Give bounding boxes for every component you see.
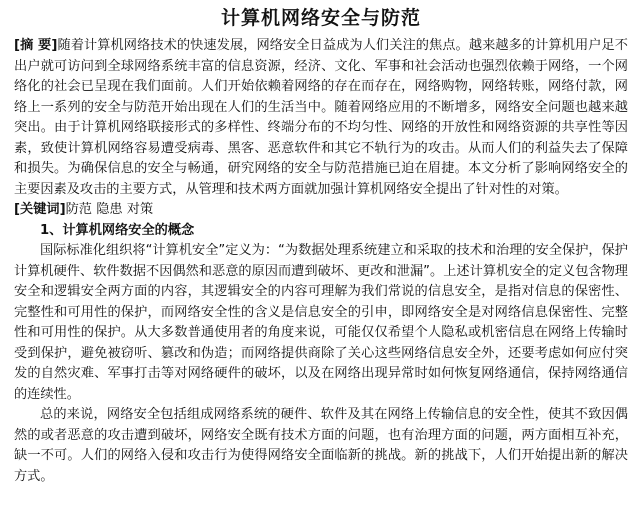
keywords-line xyxy=(14,200,628,221)
section-paragraph: 总的来说，网络安全包括组成网络系统的硬件、软件及其在网络上传输信息的安全性，使其不致因偶然的或者恶意的攻击遭到破坏，网络安全既有技术方面的问题，也有治理方面的问题，两方面相互补充，缺一不可。人们的网络入侵和攻击行为使得网络安全面临新的挑战。新的挑战下，人们开始提出新的解决方式。 xyxy=(14,407,628,484)
document-title: 计算机网络安全与防范 xyxy=(220,7,421,29)
abstract-text: 随着计算机网络技术的快速发展，网络安全日益成为人们关注的焦点。越来越多的计算机用户足不出户就可访问到全球网络系统丰富的信息资源，经济、文化、军事和社会活动也强烈依赖于网络，一个网络化的社会已呈现在我们面前。人们开始依赖着网络的存在而存在，网络购物，网络转账，网络付款，网络上一系列的安全与防范开始出现在人们的生活当中。随着网络应用的不断增多，网络安全问题也越来越突出。由于计算机网络联接形式的多样性、终端分布的不均匀性、网络的开放性和网络资源的共享性等因素，致使计算机网络容易遭受病毒、黑客、恶意软件和其它不轨行为的攻击。从而人们的利益失去了保障和损失。为确保信息的安全与畅通，研究网络的安全与防范措施已迫在眉捷。本文分析了影响网络安全的主要因素及攻击的主要方式，从管理和技术两方面就加强计算机网络安全提出了针对性的对策。 xyxy=(14,38,628,197)
abstract-paragraph xyxy=(14,36,628,200)
section-heading: 1、计算机网络安全的概念 xyxy=(40,222,195,238)
keywords-text: 防范 隐患 对策 xyxy=(65,202,154,217)
section-paragraph: 国际标准化组织将“计算机安全”定义为：“为数据处理系统建立和采取的技术和治理的安全保护，保护计算机硬件、软件数据不因偶然和恶意的原因而遭到破坏、更改和泄漏”。上述计算机安全的定义包含物理安全和逻辑安全两方面的内容，其逻辑安全的内容可理解为我们常说的信息安全，是指对信息的保密性、完整性和可用性的保护，而网络安全性的含义是信息安全的引申，即网络安全是对网络信息保密性、完整性和可用性的保护。从大多数普通使用者的角度来说，可能仅仅希望个人隐私或机密信息在网络上传输时受到保护，避免被窃听、篡改和伪造；而网络提供商除了关心这些网络信息安全外，还要考虑如何应付突发的自然灾难、军事打击等对网络硬件的破坏，以及在网络出现异常时如何恢复网络通信，保持网络通信的连续性。 xyxy=(14,243,628,402)
keywords-label: [关键词] xyxy=(14,202,66,217)
bottom-fade xyxy=(0,498,642,512)
document-body xyxy=(14,36,628,487)
abstract-label: [摘 要] xyxy=(14,38,58,53)
